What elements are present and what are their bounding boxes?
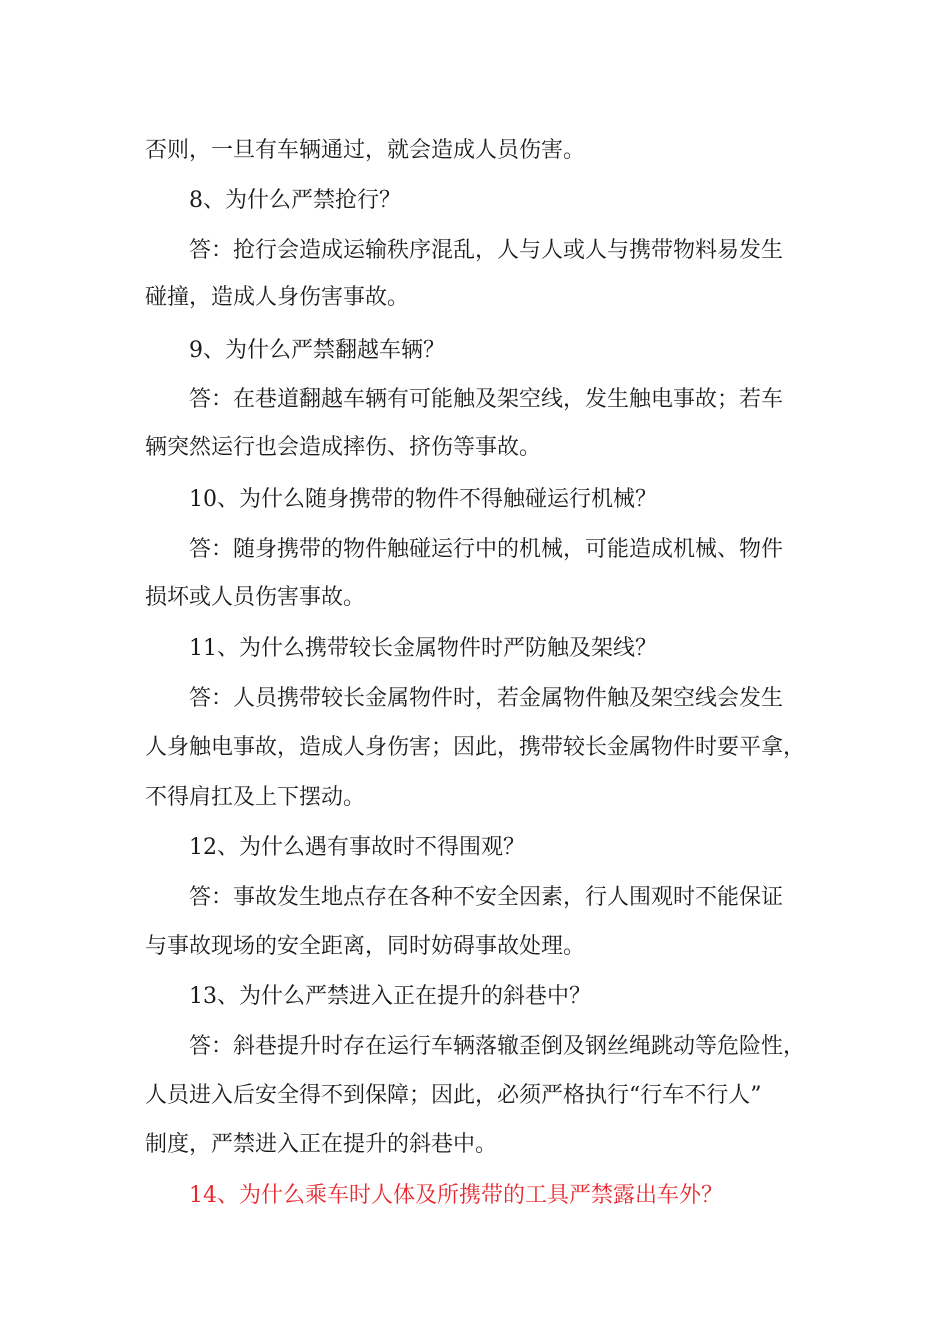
question-12: 12、为什么遇有事故时不得围观？	[189, 835, 525, 860]
answer-10-line-1: 答：随身携带的物件触碰运行中的机械，可能造成机械、物件	[189, 537, 784, 562]
answer-9-line-1: 答：在巷道翻越车辆有可能触及架空线，发生触电事故；若车	[189, 387, 784, 412]
question-11: 11、为什么携带较长金属物件时严防触及架线？	[189, 636, 657, 661]
answer-9-line-2: 辆突然运行也会造成摔伤、挤伤等事故。	[145, 435, 542, 460]
answer-11-line-2: 人身触电事故，造成人身伤害；因此，携带较长金属物件时要平拿，	[145, 735, 806, 760]
question-13: 13、为什么严禁进入正在提升的斜巷中？	[189, 984, 591, 1009]
question-14-highlighted: 14、为什么乘车时人体及所携带的工具严禁露出车外？	[189, 1183, 723, 1208]
question-8: 8、为什么严禁抢行？	[189, 188, 401, 213]
answer-8-line-1: 答：抢行会造成运输秩序混乱，人与人或人与携带物料易发生	[189, 238, 784, 263]
answer-12-line-1: 答：事故发生地点存在各种不安全因素，行人围观时不能保证	[189, 885, 784, 910]
answer-13-line-2: 人员进入后安全得不到保障；因此，必须严格执行“行车不行人”	[145, 1083, 762, 1108]
question-9: 9、为什么严禁翻越车辆？	[189, 338, 445, 363]
answer-8-line-2: 碰撞，造成人身伤害事故。	[145, 285, 410, 310]
answer-13-line-3: 制度，严禁进入正在提升的斜巷中。	[145, 1132, 498, 1157]
answer-12-line-2: 与事故现场的安全距离，同时妨碍事故处理。	[145, 934, 586, 959]
answer-11-line-3: 不得肩扛及上下摆动。	[145, 785, 366, 810]
answer-10-line-2: 损坏或人员伤害事故。	[145, 585, 366, 610]
question-10: 10、为什么随身携带的物件不得触碰运行机械？	[189, 487, 657, 512]
answer-13-line-1: 答：斜巷提升时存在运行车辆落辙歪倒及钢丝绳跳动等危险性，	[189, 1034, 806, 1059]
answer-11-line-1: 答：人员携带较长金属物件时，若金属物件触及架空线会发生	[189, 686, 784, 711]
text-line: 否则，一旦有车辆通过，就会造成人员伤害。	[145, 138, 586, 163]
